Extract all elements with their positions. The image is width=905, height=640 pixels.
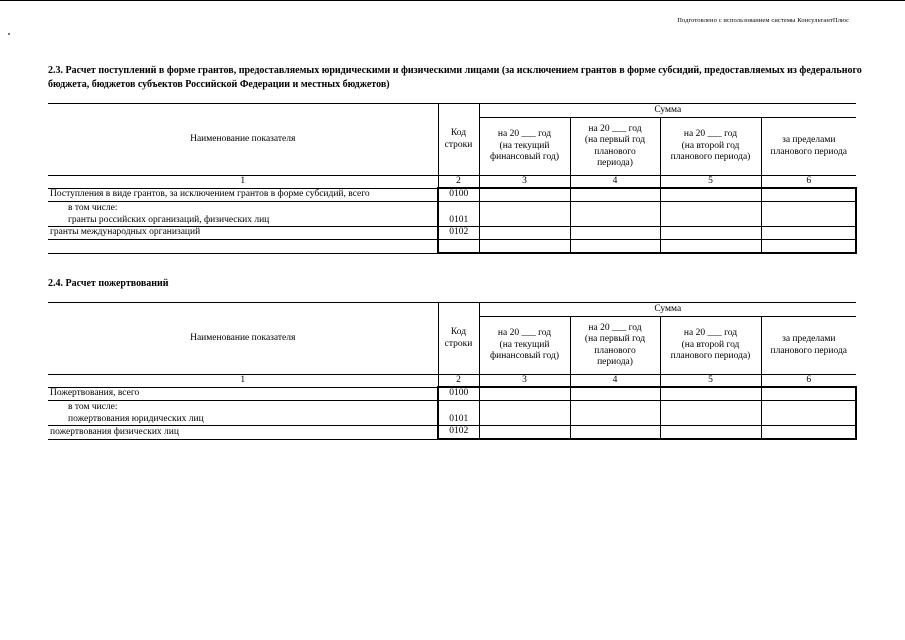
value-cell[interactable] — [660, 188, 761, 202]
col5-line3: планового периода) — [670, 351, 751, 362]
row-code: 0100 — [438, 188, 479, 202]
column-number: 5 — [660, 375, 761, 388]
section-title-2-4: 2.4. Расчет пожертвований — [48, 278, 169, 289]
value-cell[interactable] — [761, 240, 856, 254]
row-sub-label: в том числе: — [68, 402, 118, 412]
value-cell[interactable] — [761, 426, 856, 440]
value-cell[interactable] — [479, 240, 570, 254]
value-cell[interactable] — [479, 387, 570, 401]
header-summa: Сумма — [479, 303, 856, 317]
row-name: Поступления в виде грантов, за исключением грантов в форме субсидий, всего — [48, 188, 438, 202]
value-cell[interactable] — [570, 188, 660, 202]
row-code-empty[interactable] — [438, 240, 479, 254]
header-code-line2: строки — [444, 139, 473, 150]
value-cell[interactable] — [479, 227, 570, 240]
col3-line3: финансовый год) — [489, 351, 560, 362]
col6-line1: за пределами — [782, 135, 836, 145]
header-row-top — [48, 303, 856, 317]
value-cell[interactable] — [570, 426, 660, 440]
col4-line3: планового — [594, 146, 636, 157]
header-first-plan-year — [570, 118, 660, 176]
col5-line2: (на второй год — [681, 339, 740, 350]
row-name: пожертвования физических лиц — [48, 426, 438, 440]
table-row — [48, 401, 856, 426]
column-numbers-row — [48, 176, 856, 189]
col4-line2: (на первый год — [584, 334, 646, 344]
column-numbers-row — [48, 375, 856, 388]
col4-line1: на 20 ___ год — [588, 322, 642, 333]
top-rule — [0, 0, 905, 1]
row-name-empty — [48, 240, 438, 254]
col6-line1: за пределами — [782, 334, 836, 344]
table-row — [48, 387, 856, 401]
header-indicator-name: Наименование показателя — [48, 303, 438, 375]
column-number: 6 — [761, 176, 856, 189]
table-row — [48, 202, 856, 227]
column-number: 2 — [438, 176, 479, 189]
header-code-line1: Код — [450, 128, 467, 138]
header-current-year — [479, 317, 570, 375]
row-name-block — [48, 202, 438, 227]
header-current-year — [479, 118, 570, 176]
row-code: 0101 — [438, 202, 479, 227]
value-cell[interactable] — [479, 426, 570, 440]
row-name: Пожертвования, всего — [48, 387, 438, 401]
row-name: гранты международных организаций — [48, 227, 438, 240]
header-code-line1: Код — [450, 327, 467, 337]
col5-line1: на 20 ___ год — [683, 328, 738, 339]
column-number: 4 — [570, 375, 660, 388]
value-cell[interactable] — [570, 227, 660, 240]
scan-speck — [8, 33, 10, 35]
value-cell[interactable] — [660, 240, 761, 254]
row-code: 0101 — [438, 401, 479, 426]
header-second-plan-year — [660, 317, 761, 375]
header-second-plan-year — [660, 118, 761, 176]
table-row — [48, 188, 856, 202]
value-cell[interactable] — [570, 202, 660, 227]
column-number: 6 — [761, 375, 856, 388]
col4-line4: периода) — [597, 357, 633, 367]
column-number: 1 — [48, 375, 438, 388]
col3-line2: (на текущий — [499, 140, 550, 151]
col6-line2: планового периода — [770, 146, 848, 157]
col3-line2: (на текущий — [499, 339, 550, 350]
value-cell[interactable] — [761, 387, 856, 401]
col5-line2: (на второй год — [681, 140, 740, 151]
header-first-plan-year — [570, 317, 660, 375]
row-name: гранты российских организаций, физических лиц — [68, 214, 270, 225]
header-beyond-plan — [761, 118, 856, 176]
col4-line1: на 20 ___ год — [588, 123, 642, 134]
col5-line3: планового периода) — [670, 152, 751, 163]
header-row-code — [438, 303, 479, 375]
header-note: Подготовлено с использованием системы КонсультантПлюс — [677, 17, 849, 24]
value-cell[interactable] — [660, 227, 761, 240]
col4-line4: периода) — [597, 158, 633, 168]
section-title-2-3: 2.3. Расчет поступлений в форме грантов, предоставляемых юридическими и физическими лицами (за исключением грантов в форме субсидий, предоставляемых из федерального бюджета, бюджетов субъектов Российской Федерации и местных бюджетов) — [48, 65, 862, 90]
header-summa: Сумма — [479, 104, 856, 118]
row-code: 0102 — [438, 426, 479, 440]
column-number: 3 — [479, 375, 570, 388]
column-number: 1 — [48, 176, 438, 189]
col4-line2: (на первый год — [584, 135, 646, 145]
col3-line3: финансовый год) — [489, 152, 560, 163]
row-name-block — [48, 401, 438, 426]
value-cell[interactable] — [570, 401, 660, 426]
grants-table — [48, 103, 857, 254]
table-row — [48, 426, 856, 440]
value-cell[interactable] — [761, 188, 856, 202]
col4-line3: планового — [594, 345, 636, 356]
value-cell[interactable] — [761, 202, 856, 227]
column-number: 2 — [438, 375, 479, 388]
value-cell[interactable] — [479, 401, 570, 426]
header-indicator-name: Наименование показателя — [48, 104, 438, 176]
col3-line1: на 20 ___ год — [497, 129, 552, 140]
header-code-line2: строки — [444, 338, 473, 349]
table-row — [48, 227, 856, 240]
column-number: 5 — [660, 176, 761, 189]
row-code: 0102 — [438, 227, 479, 240]
header-beyond-plan — [761, 317, 856, 375]
header-row-top — [48, 104, 856, 118]
donations-table — [48, 302, 857, 440]
column-number: 4 — [570, 176, 660, 189]
column-number: 3 — [479, 176, 570, 189]
value-cell[interactable] — [479, 188, 570, 202]
value-cell[interactable] — [660, 401, 761, 426]
value-cell[interactable] — [570, 240, 660, 254]
header-row-code — [438, 104, 479, 176]
col6-line2: планового периода — [770, 345, 848, 356]
col3-line1: на 20 ___ год — [497, 328, 552, 339]
value-cell[interactable] — [660, 426, 761, 440]
col5-line1: на 20 ___ год — [683, 129, 738, 140]
value-cell[interactable] — [570, 387, 660, 401]
row-sub-label: в том числе: — [68, 203, 118, 213]
value-cell[interactable] — [479, 202, 570, 227]
table-row-empty — [48, 240, 856, 254]
value-cell[interactable] — [761, 401, 856, 426]
value-cell[interactable] — [761, 227, 856, 240]
value-cell[interactable] — [660, 387, 761, 401]
row-name: пожертвования юридических лиц — [68, 413, 204, 424]
value-cell[interactable] — [660, 202, 761, 227]
row-code: 0100 — [438, 387, 479, 401]
